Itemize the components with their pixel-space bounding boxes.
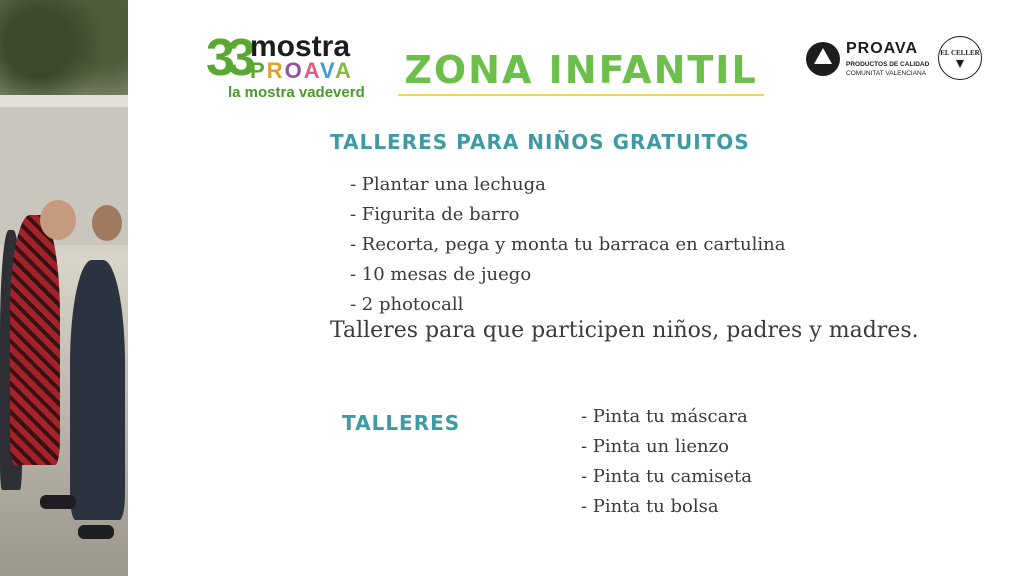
tree-foliage <box>0 0 128 110</box>
participation-note: Talleres para que participen niños, padres y madres. <box>330 318 919 343</box>
logo-word: mostra <box>250 30 351 63</box>
list-item: - Figurita de barro <box>350 204 520 225</box>
list-item: - Pinta tu máscara <box>581 406 748 427</box>
logo-letter: O <box>284 58 304 83</box>
proava-logo <box>806 40 986 82</box>
person-plaid-shirt <box>10 215 60 465</box>
list-item: - Recorta, pega y monta tu barraca en cartulina <box>350 234 786 255</box>
logo-number: 33 <box>206 29 248 87</box>
section-heading-free-workshops: TALLERES PARA NIÑOS GRATUITOS <box>330 130 750 154</box>
el-celler-logo <box>938 36 982 80</box>
proava-mark-icon <box>806 42 840 76</box>
free-workshops-list <box>350 170 786 320</box>
list-item: - Plantar una lechuga <box>350 174 546 195</box>
page-title: ZONA INFANTIL <box>404 48 758 92</box>
list-item: - Pinta tu camiseta <box>581 466 752 487</box>
list-item: - Pinta tu bolsa <box>581 496 719 517</box>
title-underline <box>398 94 764 96</box>
list-item: - 2 photocall <box>350 294 464 315</box>
proava-subline-2: COMUNITAT VALENCIANA <box>846 70 927 77</box>
shoe <box>78 525 114 539</box>
event-photo <box>0 0 128 576</box>
person-dark-jacket <box>70 260 125 520</box>
list-item: - 10 mesas de juego <box>350 264 532 285</box>
logo-letter: P <box>250 58 267 83</box>
list-item: - Pinta un lienzo <box>581 436 729 457</box>
logo-letter: A <box>303 58 320 83</box>
logo-tagline: la mostra vadeverd <box>228 84 365 101</box>
section-heading-workshops: TALLERES <box>342 411 461 435</box>
grape-icon <box>956 60 964 68</box>
mostra-proava-logo <box>206 30 376 102</box>
logo-letter: R <box>266 58 285 83</box>
shoe <box>40 495 76 509</box>
person-head <box>92 205 122 241</box>
proava-brand: PROAVA <box>846 40 919 57</box>
el-celler-name: EL CELLER <box>940 49 980 57</box>
person-head <box>40 200 76 240</box>
proava-subline-1: PRODUCTOS DE CALIDAD <box>846 61 930 68</box>
logo-brand <box>250 60 353 82</box>
logo-letter: A <box>335 58 353 83</box>
logo-letter: V <box>319 58 336 83</box>
workshops-list <box>581 402 752 522</box>
